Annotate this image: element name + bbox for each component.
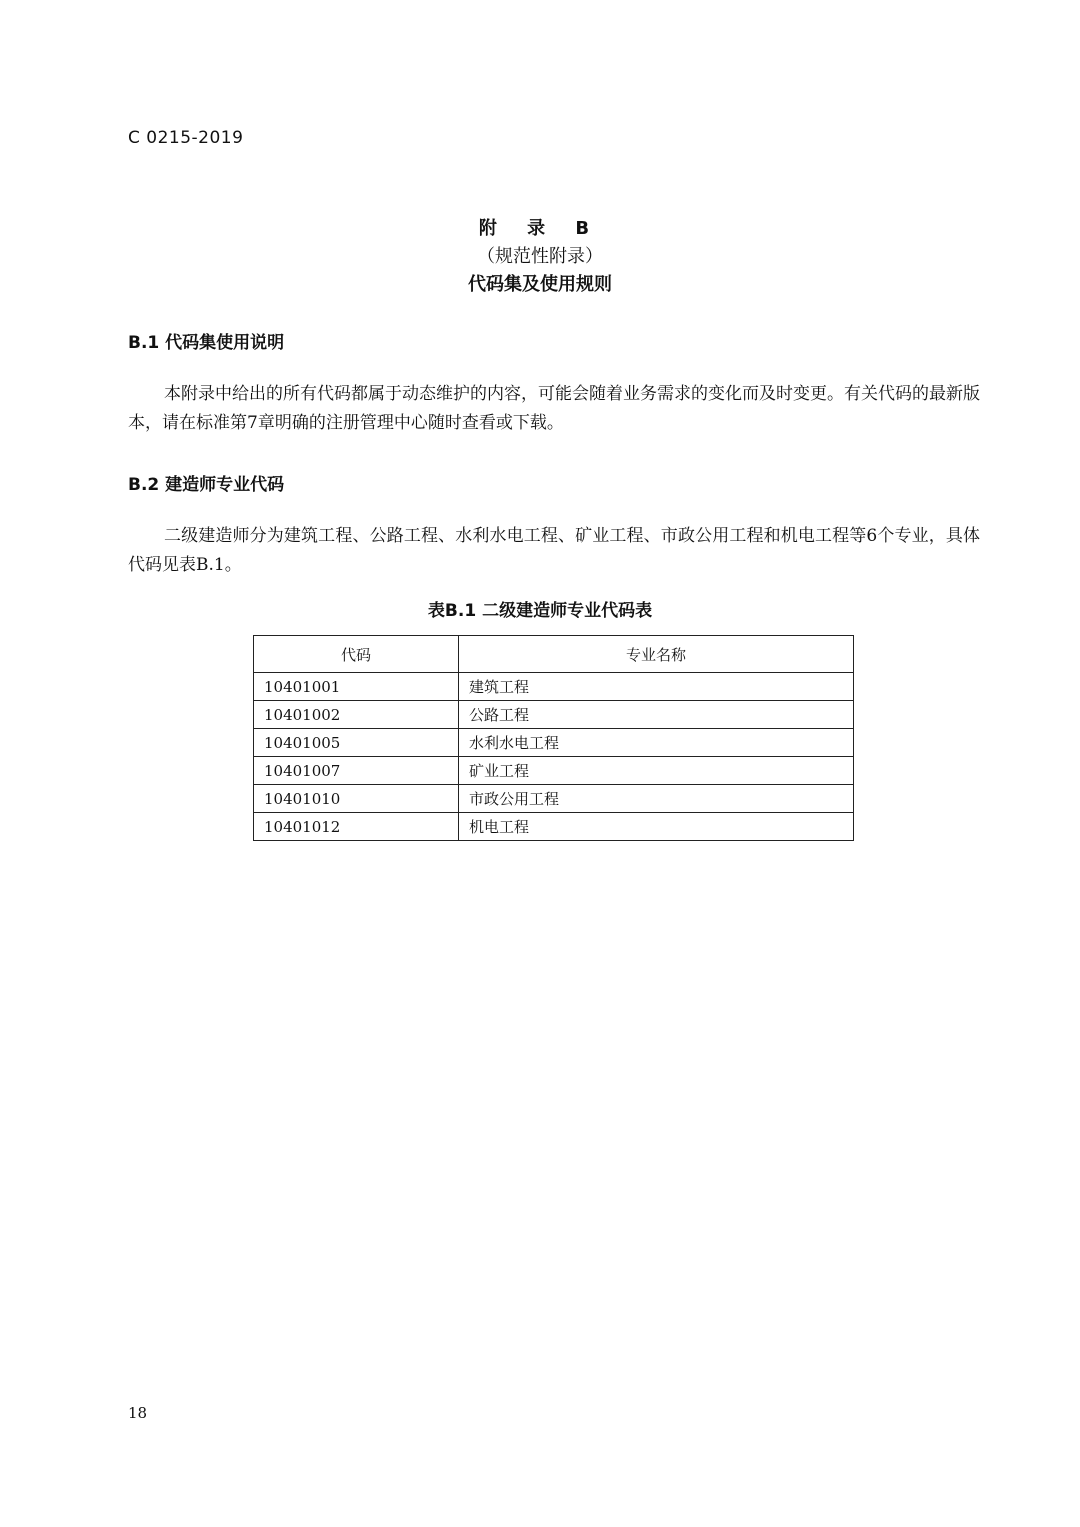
table-row	[254, 813, 854, 841]
table-row	[254, 701, 854, 729]
column-header-code: 代码	[254, 636, 459, 673]
cell-name: 矿业工程	[459, 757, 854, 785]
table-row	[254, 673, 854, 701]
appendix-title: 附 录 B	[478, 218, 602, 239]
table-header-row	[254, 636, 854, 673]
cell-name: 公路工程	[459, 701, 854, 729]
appendix-type: （规范性附录）	[477, 246, 603, 267]
cell-name: 机电工程	[459, 813, 854, 841]
section-paragraph-b2: 二级建造师分为建筑工程、公路工程、水利水电工程、矿业工程、市政公用工程和机电工程等6个专业，具体代码见表B.1。	[128, 526, 980, 575]
cell-code: 10401001	[254, 673, 459, 701]
cell-name: 建筑工程	[459, 673, 854, 701]
specialty-code-table	[253, 635, 854, 841]
table-row	[254, 729, 854, 757]
table-caption: 表B.1 二级建造师专业代码表	[427, 601, 653, 621]
cell-name: 水利水电工程	[459, 729, 854, 757]
cell-code: 10401010	[254, 785, 459, 813]
cell-code: 10401005	[254, 729, 459, 757]
cell-code: 10401007	[254, 757, 459, 785]
section-paragraph-b1: 本附录中给出的所有代码都属于动态维护的内容，可能会随着业务需求的变化而及时变更。有关代码的最新版本，请在标准第7章明确的注册管理中心随时查看或下载。	[128, 384, 980, 433]
section-heading-b1: B.1 代码集使用说明	[128, 333, 285, 353]
appendix-name: 代码集及使用规则	[468, 274, 612, 295]
cell-code: 10401002	[254, 701, 459, 729]
cell-name: 市政公用工程	[459, 785, 854, 813]
section-heading-b2: B.2 建造师专业代码	[128, 475, 285, 495]
standard-code: C 0215-2019	[128, 128, 244, 148]
column-header-name: 专业名称	[459, 636, 854, 673]
cell-code: 10401012	[254, 813, 459, 841]
page-number: 18	[128, 1404, 148, 1422]
table-row	[254, 785, 854, 813]
table-row	[254, 757, 854, 785]
